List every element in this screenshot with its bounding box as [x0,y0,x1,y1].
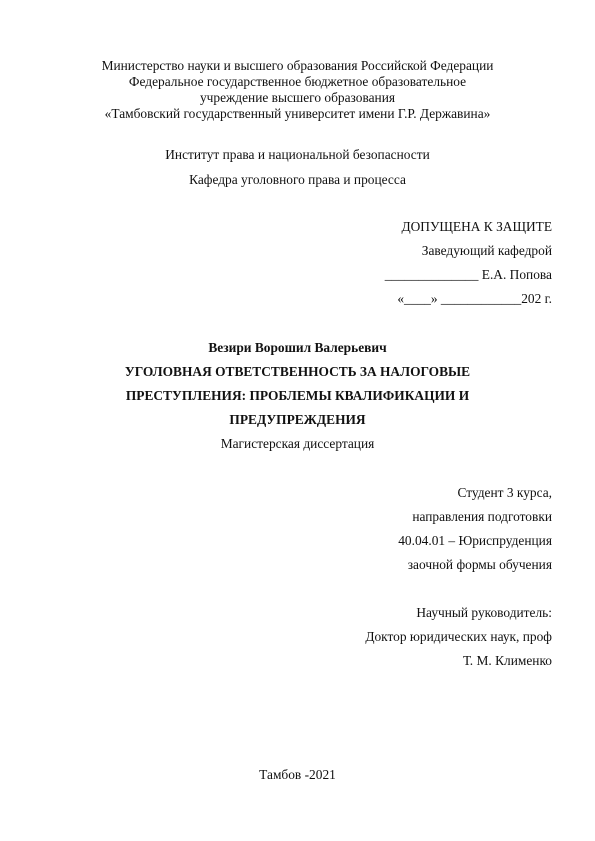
institute-line: Институт права и национальной безопасности [165,147,430,162]
institution-line-1: Федеральное государственное бюджетное образовательное [128,74,467,89]
university-line: «Тамбовский государственный университет имени Г.Р. Державина» [104,106,491,121]
student-line-1: Студент 3 курса, [457,485,552,500]
thesis-title-line-3: ПРЕДУПРЕЖДЕНИЯ [229,412,366,427]
department-line: Кафедра уголовного права и процесса [189,172,406,187]
ministry-line: Министерство науки и высшего образования Российской Федерации [101,58,494,73]
approval-role: Заведующий кафедрой [421,243,552,258]
student-line-4: заочной формы обучения [407,557,552,572]
approval-signature: ______________ Е.А. Попова [384,267,552,282]
approval-title: ДОПУЩЕНА К ЗАЩИТЕ [401,219,552,234]
thesis-title-line-2: ПРЕСТУПЛЕНИЯ: ПРОБЛЕМЫ КВАЛИФИКАЦИИ И [125,388,470,403]
thesis-type: Магистерская диссертация [220,436,375,451]
supervisor-degree: Доктор юридических наук, проф [365,629,552,644]
student-line-2: направления подготовки [412,509,552,524]
approval-date: «____» ____________202 г. [397,291,552,306]
supervisor-name: Т. М. Клименко [462,653,552,668]
thesis-title-line-1: УГОЛОВНАЯ ОТВЕТСТВЕННОСТЬ ЗА НАЛОГОВЫЕ [124,364,471,379]
supervisor-label: Научный руководитель: [416,605,552,620]
institution-line-2: учреждение высшего образования [199,90,396,105]
footer-city-year: Тамбов -2021 [259,767,336,782]
author-name: Везири Ворошил Валерьевич [208,340,387,355]
student-line-3: 40.04.01 – Юриспруденция [398,533,552,548]
